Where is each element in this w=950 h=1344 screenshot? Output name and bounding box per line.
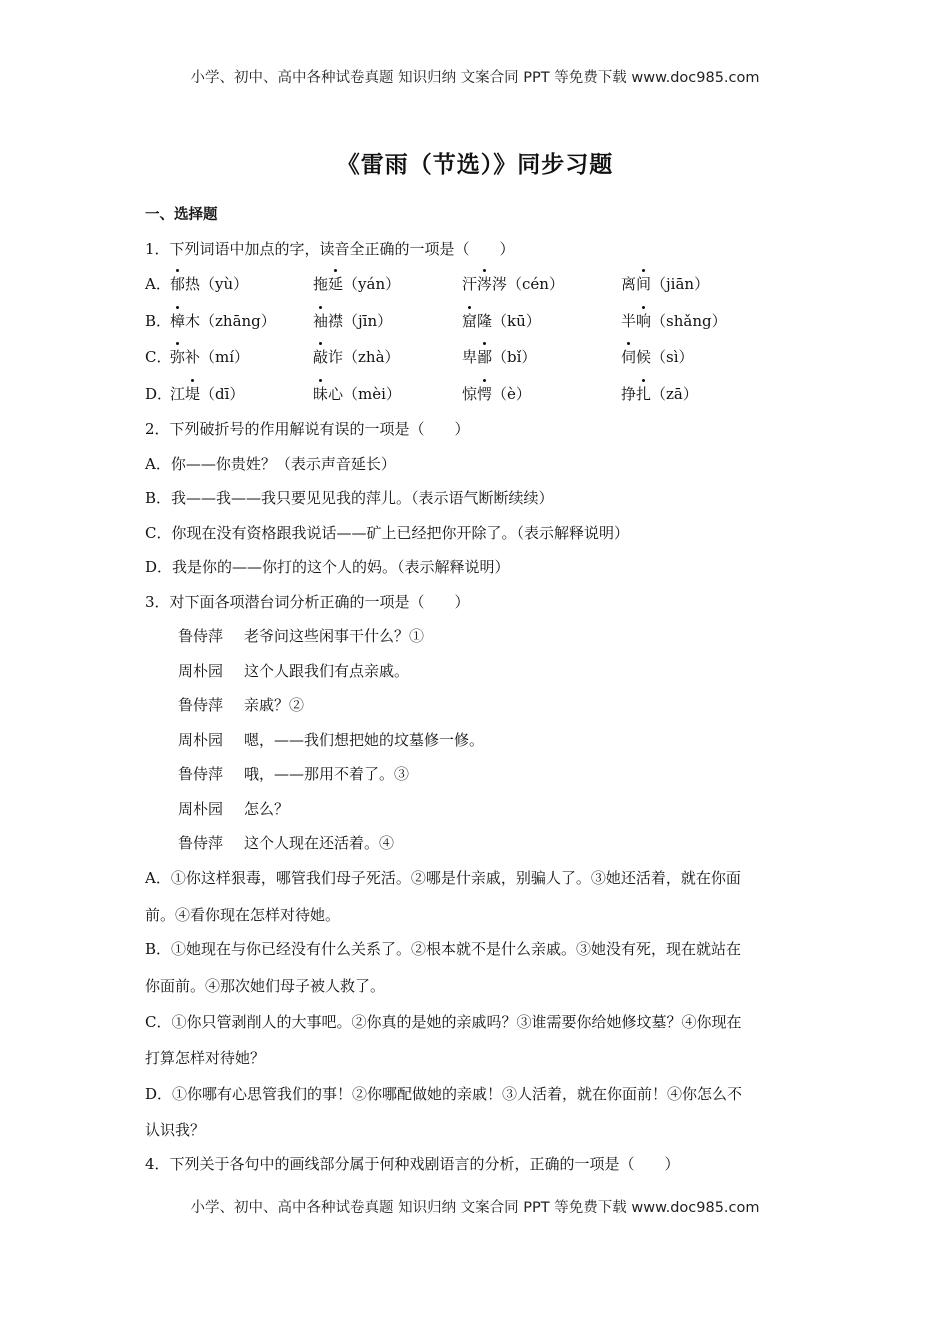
question-1-word: 离间（jiān） [621, 275, 710, 293]
question-3-option-a: A．①你这样狠毒，哪管我们母子死活。②哪是什亲戚，别骗人了。③她还活着，就在你面 [145, 869, 741, 887]
page-header: 小学、初中、高中各种试卷真题 知识归纳 文案合同 PPT 等免费下载 www.doc985.com [190, 70, 760, 86]
question-1-word: 袖襟（jīn） [313, 312, 393, 330]
page-title: 《雷雨（节选）》同步习题 [336, 152, 614, 178]
dialogue-speaker: 鲁侍萍 [178, 765, 224, 783]
dialogue-speaker: 周朴园 [178, 799, 224, 818]
question-1-word: 卑鄙（bǐ） [462, 348, 537, 366]
question-3-option-b: B．①她现在与你已经没有什么关系了。②根本就不是什么亲戚。③她没有死，现在就站在 [145, 940, 742, 958]
question-2-option-b: B．我——我——我只要见见我的萍儿。（表示语气断断续续） [145, 489, 554, 507]
question-2-option-a: A．你——你贵姓？（表示声音延长） [145, 455, 396, 473]
dialogue-line [178, 798, 289, 819]
dialogue-speaker: 周朴园 [178, 730, 224, 749]
question-1-word: 挣扎（zā） [621, 385, 698, 403]
question-3-option-a-cont: 前。④看你现在怎样对待她。 [145, 906, 341, 924]
question-1-word: 半响（shǎng） [621, 312, 727, 330]
question-3-option-b-cont: 你面前。④那次她们母子被人救了。 [145, 977, 386, 995]
question-1-word: 昧心（mèi） [313, 385, 401, 403]
dotted-character: 愕 [477, 385, 493, 403]
dotted-character: 伺 [621, 348, 637, 366]
dotted-character: 郁 [170, 275, 186, 293]
question-4-stem: 4．下列关于各句中的画线部分属于何种戏剧语言的分析，正确的一项是（ ） [145, 1155, 680, 1173]
question-3-option-c: C．①你只管剥削人的大事吧。②你真的是她的亲戚吗？③谁需要你给她修坟墓？④你现在 [145, 1013, 742, 1031]
question-1-word: 樟木（zhāng） [170, 312, 276, 330]
dialogue-line [178, 660, 409, 681]
dialogue-text: 怎么？ [244, 799, 290, 818]
dotted-character: 响 [636, 312, 652, 330]
dialogue-text: 这个人现在还活着。④ [244, 834, 395, 852]
dotted-character: 弥 [170, 348, 186, 366]
dialogue-text: 嗯，——我们想把她的坟墓修一修。 [244, 730, 485, 749]
question-1-stem: 1．下列词语中加点的字，读音全正确的一项是（ ） [145, 240, 515, 258]
dialogue-text: 哦，——那用不着了。③ [244, 765, 410, 783]
question-1-option-label: D． [145, 385, 173, 403]
dotted-character: 堤 [185, 385, 201, 403]
dotted-character: 鄙 [477, 348, 493, 366]
question-1-word: 敲诈（zhà） [313, 348, 400, 366]
dotted-character: 间 [636, 275, 652, 293]
question-1-word: 伺候（sì） [621, 348, 694, 366]
dialogue-speaker: 鲁侍萍 [178, 696, 224, 714]
question-1-word: 郁热（yù） [170, 275, 249, 293]
question-2-stem: 2．下列破折号的作用解说有误的一项是（ ） [145, 420, 470, 438]
dialogue-line [178, 832, 394, 853]
dotted-character: 昧 [313, 385, 329, 403]
dotted-character: 窟 [462, 312, 478, 330]
dialogue-text: 老爷问这些闲事干什么？① [244, 627, 425, 645]
question-3-option-d: D．①你哪有心思管我们的事！②你哪配做她的亲戚！③人活着，就在你面前！④你怎么不 [145, 1085, 743, 1103]
dialogue-text: 这个人跟我们有点亲戚。 [244, 661, 410, 680]
question-1-option-label: B． [145, 312, 172, 330]
question-3-stem: 3．对下面各项潜台词分析正确的一项是（ ） [145, 593, 470, 611]
dotted-character: 涔 [477, 275, 493, 293]
page-footer: 小学、初中、高中各种试卷真题 知识归纳 文案合同 PPT 等免费下载 www.doc985.com [190, 1200, 760, 1216]
question-1-option-label: C． [145, 348, 172, 366]
question-1-option-label: A． [145, 275, 171, 293]
dialogue-speaker: 周朴园 [178, 661, 224, 680]
dotted-character: 扎 [636, 385, 652, 403]
dotted-character: 樟 [170, 312, 186, 330]
dialogue-speaker: 鲁侍萍 [178, 834, 224, 852]
dialogue-line [178, 763, 409, 784]
question-1-word: 弥补（mí） [170, 348, 250, 366]
question-3-option-d-cont: 认识我？ [145, 1121, 206, 1139]
question-2-option-d: D．我是你的——你打的这个人的妈。（表示解释说明） [145, 558, 510, 576]
dotted-character: 敲 [313, 348, 329, 366]
question-1-word: 惊愕（è） [462, 385, 531, 403]
dialogue-speaker: 鲁侍萍 [178, 627, 224, 645]
dialogue-line [178, 625, 424, 646]
section-heading: 一、选择题 [145, 207, 218, 223]
dotted-character: 袖 [313, 312, 329, 330]
question-2-option-c: C．你现在没有资格跟我说话——矿上已经把你开除了。（表示解释说明） [145, 524, 629, 542]
question-1-word: 汗涔涔（cén） [462, 275, 564, 293]
question-1-word: 窟隆（kū） [462, 312, 541, 330]
dialogue-line [178, 694, 304, 715]
dialogue-line [178, 729, 484, 750]
question-1-word: 江堤（dī） [170, 385, 245, 403]
dotted-character: 延 [328, 275, 344, 293]
question-3-option-c-cont: 打算怎样对待她？ [145, 1049, 266, 1067]
question-1-word: 拖延（yán） [313, 275, 401, 293]
dialogue-text: 亲戚？② [244, 696, 305, 714]
